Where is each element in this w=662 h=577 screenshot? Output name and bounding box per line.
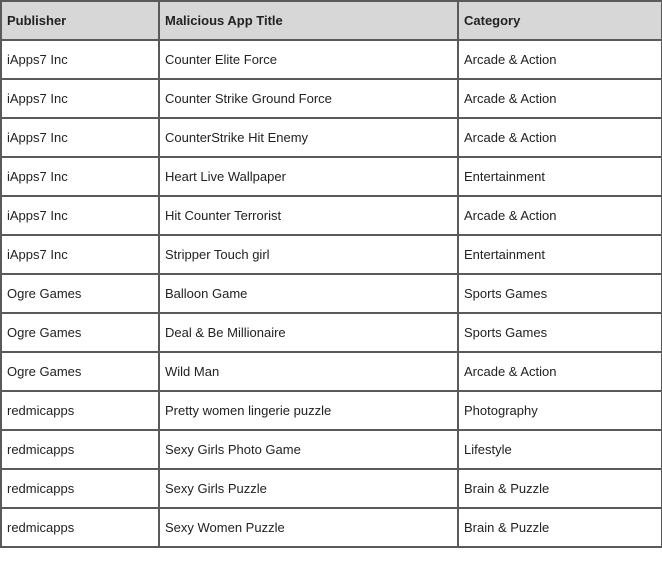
cell-category: Arcade & Action [458, 79, 662, 118]
cell-publisher: iApps7 Inc [1, 196, 159, 235]
cell-publisher: redmicapps [1, 508, 159, 547]
cell-category: Brain & Puzzle [458, 508, 662, 547]
cell-app-title: Counter Strike Ground Force [159, 79, 458, 118]
cell-app-title: Pretty women lingerie puzzle [159, 391, 458, 430]
cell-app-title: Sexy Women Puzzle [159, 508, 458, 547]
table-header [1, 1, 662, 40]
cell-category: Entertainment [458, 157, 662, 196]
cell-category: Sports Games [458, 274, 662, 313]
cell-category: Arcade & Action [458, 40, 662, 79]
table-row [1, 391, 662, 430]
cell-app-title: Deal & Be Millionaire [159, 313, 458, 352]
cell-publisher: Ogre Games [1, 274, 159, 313]
table-row [1, 40, 662, 79]
header-row [1, 1, 662, 40]
cell-publisher: iApps7 Inc [1, 235, 159, 274]
cell-publisher: redmicapps [1, 430, 159, 469]
table-row [1, 157, 662, 196]
header-app-title: Malicious App Title [159, 1, 458, 40]
table-row [1, 508, 662, 547]
table-row [1, 79, 662, 118]
cell-app-title: Counter Elite Force [159, 40, 458, 79]
cell-publisher: iApps7 Inc [1, 118, 159, 157]
cell-publisher: iApps7 Inc [1, 157, 159, 196]
cell-publisher: Ogre Games [1, 352, 159, 391]
table-row [1, 313, 662, 352]
table-row [1, 118, 662, 157]
cell-category: Arcade & Action [458, 352, 662, 391]
cell-app-title: Balloon Game [159, 274, 458, 313]
cell-app-title: Sexy Girls Photo Game [159, 430, 458, 469]
cell-category: Brain & Puzzle [458, 469, 662, 508]
cell-category: Photography [458, 391, 662, 430]
cell-publisher: iApps7 Inc [1, 40, 159, 79]
cell-app-title: Hit Counter Terrorist [159, 196, 458, 235]
cell-app-title: Wild Man [159, 352, 458, 391]
cell-category: Sports Games [458, 313, 662, 352]
table-row [1, 235, 662, 274]
cell-category: Arcade & Action [458, 118, 662, 157]
header-category: Category [458, 1, 662, 40]
table-row [1, 352, 662, 391]
table-body [1, 40, 662, 547]
table-row [1, 469, 662, 508]
table-row [1, 274, 662, 313]
cell-publisher: iApps7 Inc [1, 79, 159, 118]
cell-publisher: redmicapps [1, 469, 159, 508]
cell-app-title: Sexy Girls Puzzle [159, 469, 458, 508]
cell-app-title: Stripper Touch girl [159, 235, 458, 274]
cell-app-title: CounterStrike Hit Enemy [159, 118, 458, 157]
cell-publisher: Ogre Games [1, 313, 159, 352]
cell-publisher: redmicapps [1, 391, 159, 430]
cell-category: Entertainment [458, 235, 662, 274]
table-row [1, 196, 662, 235]
cell-category: Lifestyle [458, 430, 662, 469]
cell-category: Arcade & Action [458, 196, 662, 235]
cell-app-title: Heart Live Wallpaper [159, 157, 458, 196]
header-publisher: Publisher [1, 1, 159, 40]
table-row [1, 430, 662, 469]
